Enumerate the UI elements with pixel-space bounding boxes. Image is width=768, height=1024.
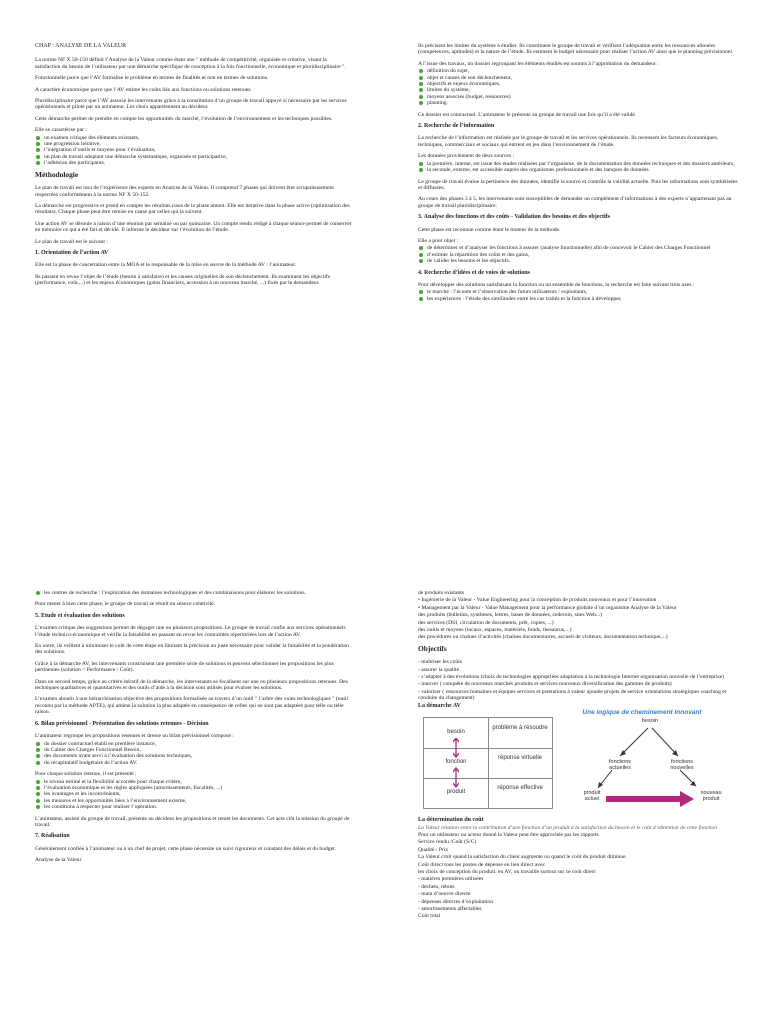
- economique-paragraph: A caractère économique parce que l’AV estime les coûts liés aux fonctions ou solutions retenues.: [35, 86, 252, 93]
- innovation-arrow: [606, 791, 694, 807]
- text-line: Service rendu /Coût (S/C): [418, 839, 477, 846]
- text-line: - innover ( conquête de nouveaux marchés produits et services nouveaux diversification des gammes de produits): [418, 681, 672, 688]
- demarche-diagram: [418, 710, 738, 812]
- text-line: des outils et moyens (locaux, espaces, matériels, fonds, thesaurus,...): [418, 627, 572, 634]
- fonctionnelle-paragraph: Fonctionnelle parce que l’AV formalise le problème en termes de finalités et non en termes de solutions.: [35, 75, 269, 82]
- idees-heading: 4. Recherche d’idées et de voies de solutions: [418, 269, 530, 276]
- donnees-paragraph: Les données proviennent de deux sources :: [418, 153, 514, 160]
- chaque-list: [35, 779, 352, 811]
- assiste-paragraph: L’animateur, assisté du groupe de travail, présente au décideur les propositions et remet les documents. Cet acte clôt la mission du groupe de travail.: [35, 815, 350, 828]
- text-line: - valoriser ( ressources humaines et équipes services et prestations à valeur ajoutée projets de service orientations stratégiques coaching et conduite du changement): [418, 688, 727, 702]
- moteur-paragraph: Cette phase est reconnue comme étant le moteur de la méthode.: [418, 226, 561, 233]
- up-down-arrow: [453, 738, 459, 757]
- list-item: le marché : l’écoute et l’observation des futurs utilisateurs / exploitants,: [418, 289, 738, 295]
- text-line: Qualité / Prix: [418, 846, 449, 853]
- list-item: planning.: [418, 100, 738, 106]
- text-line: de produits existants: [418, 590, 464, 596]
- list-item: le niveau estimé et la flexibilité accordée pour chaque critère,: [35, 779, 352, 785]
- second-paragraph: Dans un second temps, grâce au critère itératif de la démarche, les intervenants se focalisent sur une ou plusieurs propositions retenues. Des techniques qualitatives et quantitatives et des outils d’aide à la décision sont utilisés pour évaluer les solutions.: [35, 678, 348, 692]
- text-line: Coût total: [418, 913, 441, 920]
- demarche-av-heading: La démarche AV: [418, 702, 461, 709]
- list-item: les expériences : l’étude des similitudes entre les cas traités et la fonction à développer,: [418, 296, 738, 302]
- recherche-paragraph: La recherche de l’information est réalisée par le groupe de travail et les services opérationnels. Ils recensent les facteurs économiques, techniques, commerciaux et sociaux qui entrent en jeu dans l’environnement de l’étude.: [418, 135, 719, 148]
- entre-paragraph: En outre, ils veillent à minimiser le coût de cette étape en limitant la précision au juste nécessaire pour valider la faisabilité et la pondération des solutions.: [35, 643, 349, 656]
- caracterise-paragraph: Elle se caractérise par :: [35, 127, 87, 134]
- grid-produit: produit: [446, 789, 466, 796]
- list-item: de valider les besoins et les objectifs.: [418, 258, 738, 264]
- action-paragraph: Une action AV se déroule à raison d’une réunion par semaine ou par quinzaine. Un compte rendu rédigé à chaque séance permet de conserver en mémoire ce qui a été fait et décidé. Il informe le décideur sur l’évolution de l’étude.: [35, 220, 352, 234]
- flow-besoin: besoin: [641, 718, 659, 725]
- list-item: de déterminer et d’analyser les fonctions à assurer (analyse fonctionnelle) afin de concevoir le Cahier des Charges Fonctionnel: [418, 245, 738, 251]
- progressive-paragraph: La démarche est progressive et prend en compte les résultats issus de la phase amont. Elle est itérative dans la phase active (optimisation des résultats). Chaque phase peut être remise en cause par celles qui la suivent.: [35, 202, 350, 216]
- list-item: du dossier contractuel établi en première instance,: [35, 741, 352, 747]
- groupe-paragraph: Le groupe de travail évalue la pertinence des données, identifie la source et contrôle la validité actuelle. Puis les informations sont synthétisées et diffusées.: [418, 178, 738, 191]
- list-item: objectifs et enjeux économiques,: [418, 81, 738, 87]
- text-line: - amortissements affectables: [418, 905, 482, 912]
- text-line: des procédures ou chaînes d’activités (chaînes documentaires, accueil de visiteurs, documentation technique,...): [418, 634, 668, 641]
- realisation-paragraph: Généralement confiée à l’animateur ou à un chef de projet, cette phase nécessite un suivi rigoureux et constant des délais et du budget.: [35, 845, 337, 852]
- precisent-paragraph: Ils précisent les limites du système à étudier. Ils constituent le groupe de travail et vérifient l’adéquation entre les ressources allouées (compétences, aptitudes) et la nature de l’étude. Ils estiment le budget nécessaire pour réaliser l’action AV ainsi que le planning prévisionnel.: [418, 43, 734, 56]
- phases-paragraph: Au cours des phases 3 à 5, les intervenants sont susceptibles de demander un complément d’informations à des experts n’appartenant pas au groupe de travail pluridisciplinaire.: [418, 196, 732, 209]
- flow-fonctions-actuelles: fonctions actuelles: [608, 759, 631, 772]
- fin-line: Analyse de la Valeur: [35, 857, 82, 864]
- text-line: Coût direct tous les postes de dépense en lien direct avec: [418, 861, 546, 868]
- text-line: La Valeur croît quand la satisfaction du client augmente ou quand le coût du produit diminue: [418, 854, 626, 861]
- grid-fonction: fonction: [445, 759, 467, 766]
- text-line: des produits (bulletins, synthèses, lettres, bases de données, cederom, sites Web...): [418, 612, 603, 619]
- methodologie-heading: Méthodologie: [35, 169, 79, 179]
- document-title: CHAP : ANALYSE DE LA VALEUR: [35, 43, 127, 49]
- flow-fonctions-nouvelles: fonctions nouvelles: [670, 759, 694, 772]
- text-line: - déchets, rebuts: [418, 883, 455, 890]
- grid-arrows: [453, 738, 459, 788]
- list-item: du Cahier des Charges Fonctionnel Besoin,: [35, 747, 352, 753]
- column-1: [35, 43, 352, 292]
- up-down-arrow: [453, 768, 459, 787]
- arrow-line: [652, 728, 678, 756]
- flow-produit-actuel: produit actuel: [583, 790, 601, 803]
- regroupe-list: [35, 741, 352, 767]
- orientation-paragraph: Elle est la phase de concertation entre la MOA et le responsable de la mise en œuvre de la méthode AV : l’animateur.: [35, 262, 297, 269]
- chaque-paragraph: Pour chaque solution retenue, il est présenté :: [35, 771, 137, 778]
- analyse-heading: 3. Analyse des fonctions et des coûts - Validation des besoins et des objectifs: [418, 214, 611, 221]
- list-item: objet et causes de son déclenchement,: [418, 75, 738, 81]
- plan-paragraph: Le plan de travail est issu de l’expérience des experts en Analyse de la Valeur. Il comprend 7 phases qui doivent être scrupuleusement respectées conformément à la norme NF X 50-152.: [35, 185, 334, 198]
- text-line: des services (DSI, circulation de documents, prêt, copies, ...): [418, 619, 554, 626]
- regroupe-paragraph: L’animateur regroupe les propositions retenues et dresse un bilan prévisionnel composé :: [35, 733, 234, 740]
- text-line: - maîtriser les coûts: [418, 659, 462, 666]
- grid-divider: [488, 718, 489, 808]
- list-item: un examen critique des éléments existants,: [35, 135, 352, 141]
- list-item: du récapitulatif budgétaire de l’action AV.: [35, 760, 352, 766]
- grid-reponse-effective: réponse effective: [497, 785, 543, 792]
- orientation-heading: 1. Orientation de l’action AV: [35, 249, 109, 256]
- list-item: des documents ayant servi à l’évaluation des solutions techniques,: [35, 753, 352, 759]
- arrow-head: [690, 781, 696, 786]
- recherche-heading: 2. Recherche de l’information: [418, 123, 495, 130]
- text-line: - main d’oeuvre directe: [418, 891, 471, 898]
- issue-list: [418, 68, 738, 106]
- list-item: les avantages et les inconvénients,: [35, 791, 352, 797]
- column-3: [35, 590, 352, 869]
- text-line: - dépenses directes d’exploitation: [418, 898, 494, 905]
- objet-paragraph: Elle a pour objet :: [418, 237, 459, 244]
- grid-probleme: problème à résoudre: [492, 725, 548, 732]
- text-line: - matières premières utilisées: [418, 876, 484, 883]
- list-item: les conditions à respecter pour réaliser l’opération.: [35, 804, 352, 810]
- text-line: les choix de conception du produit. en AV, on travaille surtout sur ce coût direct: [418, 868, 596, 875]
- list-item: l’évaluation économique et les règles appliquées (amortissements, fiscalités, ...): [35, 785, 352, 791]
- issue-paragraph: A l’issue des travaux, un dossier regroupant les éléments étudiés est soumis à l’approbation du demandeur :: [418, 60, 659, 67]
- suivant-paragraph: Le plan de travail est le suivant :: [35, 238, 108, 245]
- list-item: d’estimer la répartition des coûts et des gains,: [418, 252, 738, 258]
- caracteristiques-list: [35, 135, 352, 167]
- text-line: • Ingénierie de la Valeur - Value Engineering pour la conception de produits nouveaux et pour l’innovation: [418, 597, 657, 604]
- list-item: limites du système,: [418, 87, 738, 93]
- demarche-paragraph: Cette démarche permet de prendre en compte les opportunités du marché, l’évolution de l’environnement et les techniques possibles.: [35, 115, 333, 122]
- objet-list: [418, 245, 738, 264]
- list-item: définition du sujet,: [418, 68, 738, 74]
- text-line: • Management par la Valeur - Value Management pour la performance globale d’un organisme Analyse de la Valeur: [418, 604, 677, 611]
- diagram-title: Une logique de cheminement innovant: [582, 709, 702, 717]
- centres-list: [35, 590, 352, 596]
- examen-paragraph: L’examen critique des suggestions permet de dégager une ou plusieurs propositions. Le groupe de travail confie aux services opérationnels l’étude technico-économique et vérifie la faisabilité en passant en revue les contraintes répertoriées lors de l’action AV.: [35, 625, 346, 638]
- text-line: Pour un utilisateur ou acteur donné la Valeur peut être approchée par les rapports: [418, 831, 599, 838]
- idees-list: [418, 289, 738, 302]
- grid-besoin: besoin: [447, 729, 465, 736]
- aboutit-paragraph: L’examen aboutit à une hiérarchisation objective des propositions formalisée au travers d’un outil " l’arbre des voies technologiques " (outil reconnu par la méthode APTE), qui amène la solution la plus adaptée en conséquence de celles qui ne sont pas adaptées pour telle ou telle raison.: [35, 696, 349, 716]
- bilan-heading: 6. Bilan prévisionnel - Présentation des solutions retenues - Décision: [35, 720, 209, 727]
- pluridisciplinaire-paragraph: Pluridisciplinaire parce que l’AV associe les intervenants grâce à la constitution d’un groupe de travail appuyé si nécessaire par les services opérationnels et piloté par un animateur. Les choix appartiennent au décideur.: [35, 98, 347, 111]
- list-item: l’adhésion des participants.: [35, 160, 352, 166]
- text-line: - s’adapter à des évolutions (choix de technologies appropriées adaptation à la technologie Internet organisation nouvelle de l’entreprise): [418, 674, 725, 681]
- contractuel-paragraph: Ce dossier est contractuel. L’animateur le présente au groupe de travail une fois qu’il a été validé.: [418, 111, 637, 118]
- list-item: la seconde, externe, est accessible auprès des organismes professionnels et des banques de données.: [418, 167, 738, 173]
- grace-paragraph: Grâce à la démarche AV, les intervenants construisent une première série de solutions et peuvent sélectionner les propositions les plus pertinentes (solution = Performance / Coût).: [35, 660, 334, 674]
- grid-reponse-virtuelle: réponse virtuelle: [497, 755, 543, 762]
- list-item: l’intégration d’outils et moyens pour l’évaluation,: [35, 147, 352, 153]
- column-4: [418, 590, 738, 921]
- intro-paragraph: La norme NF X 50-150 définit l’Analyse de la Valeur comme étant une " méthode de compétitivité, organisée et créative, visant la satisfaction du besoin de l’utilisateur par une démarche spécifique de conception à la fois fonctionnelle, économique et pluridisciplinaire ".: [35, 57, 346, 70]
- list-item: un plan de travail adoptant une démarche systématique, organisée et participative,: [35, 154, 352, 160]
- list-item: les centres de recherche : l’exploration des domaines technologiques et des combinaisons pour élaborer les solutions.: [35, 590, 352, 596]
- list-item: moyens associés (budget, ressources): [418, 94, 738, 100]
- realisation-heading: 7. Réalisation: [35, 833, 70, 840]
- besoin-grid: [423, 717, 553, 809]
- etude-heading: 5. Etude et évaluation des solutions: [35, 612, 125, 619]
- pour-mener-paragraph: Pour mener à bien cette phase, le groupe de travail se réunit en séance créativité.: [35, 601, 216, 608]
- idees-paragraph: Pour développer des solutions satisfaisant la fonction ou un ensemble de fonctions, la recherche est faite suivant trois axes :: [418, 281, 695, 288]
- column-2: [418, 43, 738, 307]
- donnees-list: [418, 161, 738, 174]
- list-item: les menaces et les opportunités liées à l’environnement externe,: [35, 798, 352, 804]
- list-item: une progression itérative,: [35, 141, 352, 147]
- passent-paragraph: Ils passent en revue l’objet de l’étude (besoin à satisfaire) et les causes originelles de son déclenchement. Ils examinent les objectifs (performance, coût,...) et les enjeux économiques (gains financiers, accession à un nouveau marché, ...) fixés par le demandeur.: [35, 273, 330, 287]
- text-line: - assurer la qualité: [418, 666, 460, 673]
- objectifs-heading: Objectifs: [418, 643, 447, 653]
- cout-definition: La Valeur relation entre la contribution d’une fonction d’un produit à la satisfaction du besoin et le coût d’obtention de cette fonction: [418, 824, 718, 831]
- flow-nouveau-produit: nouveau produit: [700, 790, 722, 803]
- list-item: la première, interne, est issue des études réalisées par l’organisme, de la documentation des données techniques et des dossiers antérieurs,: [418, 161, 738, 167]
- cout-heading: La détermination du coût: [418, 817, 484, 824]
